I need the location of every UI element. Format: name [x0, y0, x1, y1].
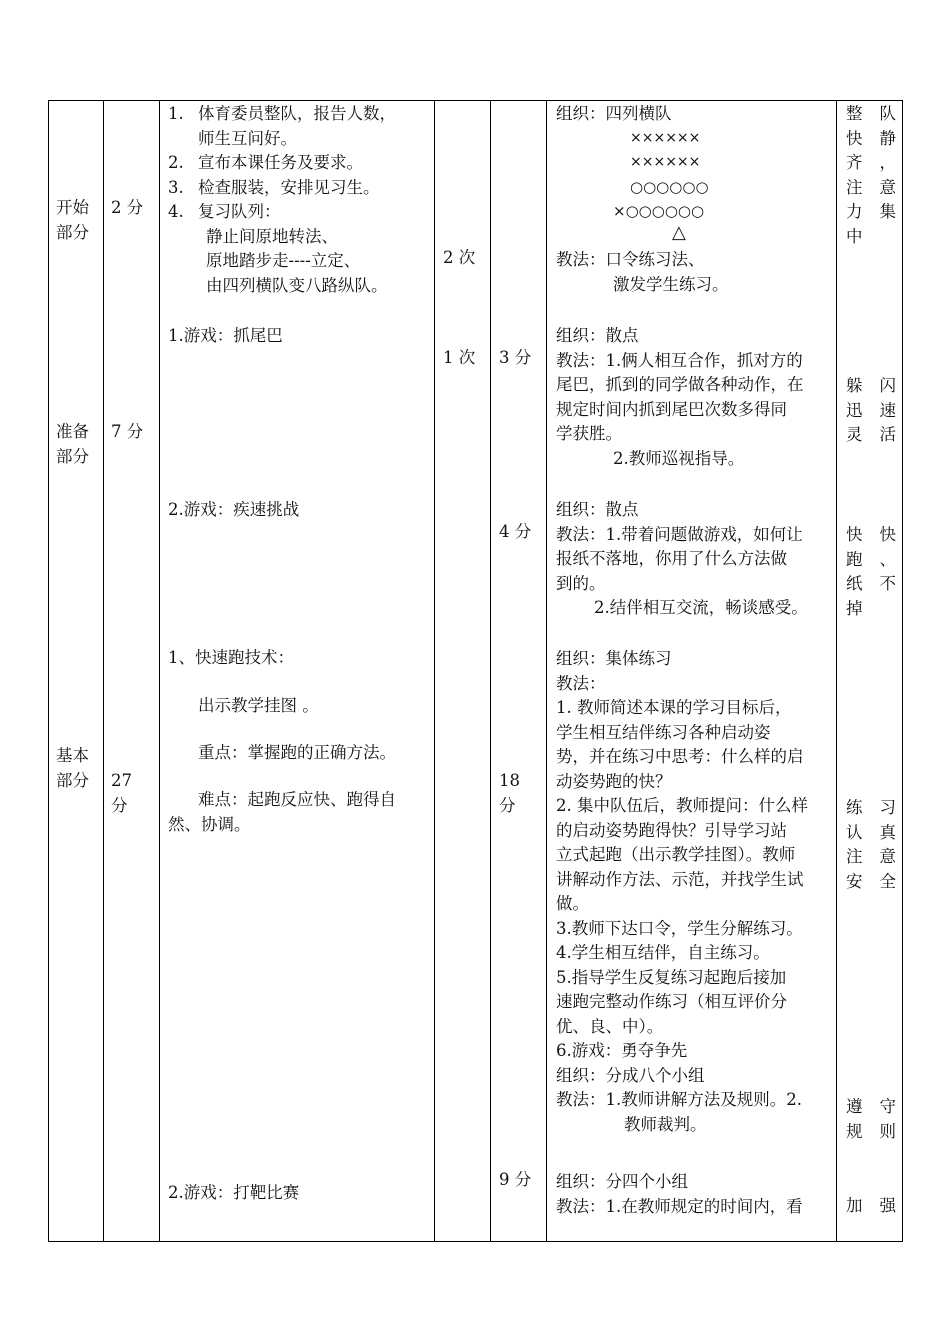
note-speed-game: 快 快 跑 、 纸 不 掉	[846, 525, 896, 618]
section-name-start: 开始 部分	[56, 198, 89, 242]
content-prep-game-1: 1.游戏：抓尾巴	[168, 326, 283, 345]
list-item: 4. 复习队列：	[168, 202, 281, 221]
section-time-basic: 27 分	[111, 771, 132, 815]
duration-speed-game: 4 分	[499, 522, 532, 541]
org-start-label: 组织：四列横队	[556, 104, 672, 123]
duration-run: 18 分	[499, 771, 520, 815]
note-target-game: 加 强	[846, 1196, 896, 1215]
section-name-basic: 基本 部分	[56, 746, 89, 790]
note-start: 整 队 快 静 齐 ， 注 意 力 集 中	[846, 104, 896, 246]
list-item: 3. 检查服装，安排见习生。	[168, 177, 380, 197]
teacher-position-icon: △	[672, 222, 686, 243]
note-rules: 遵 守 规 则	[846, 1097, 896, 1141]
section-time-start: 2 分	[111, 198, 144, 217]
lesson-plan-table	[48, 100, 903, 1242]
section-time-prep: 7 分	[111, 422, 144, 441]
content-prep-game-2: 2.游戏：疾速挑战	[168, 500, 300, 519]
content-basic-key: 重点：掌握跑的正确方法。	[198, 743, 396, 762]
duration-tail-game: 3 分	[499, 348, 532, 367]
content-basic-item-2: 2.游戏：打靶比赛	[168, 1183, 300, 1202]
list-item: 2. 宣布本课任务及要求。	[168, 153, 363, 172]
org-target-game: 组织：分四个小组 教法：1.在教师规定的时间内，看	[556, 1172, 803, 1216]
org-run-practice: 组织：集体练习 教法： 1. 教师简述本课的学习目标后， 学生相互结伴练习各种启动姿 势，并在练习中思考：什么样的启 动姿势跑的快？ 2. 集中队伍后，教师提问：什么样 的启动姿势跑得快？引导学习站 立式起跑（出示教学挂图）。教师 讲解动作方法、示范，并找学生试 做。 3.教师下达口令，学生分解练习。 4.学生相互结伴，自主练习。 5.指导学生反复练习起跑后接加 速跑完整动作练习（相互评价分 优、良、中）。 6.游戏：勇夺争先 组织：分成八个小组 教法：1.教师讲解方法及规则。2. 教师裁判。	[556, 649, 808, 1134]
note-tail-game: 躲 闪 迅 速 灵 活	[846, 376, 896, 444]
duration-target-game: 9 分	[499, 1170, 532, 1189]
content-start-list: 1. 体育委员整队，报告人数， 师生互问好。 2. 宣布本课任务及要求。 3. 检查服装，安排见习生。 4. 复习队列： 静止间原地转法、 原地踏步走----立定、 由四列横队变八路纵队。	[168, 104, 396, 295]
formation-row: ○○○○○○	[630, 178, 709, 196]
formation-row: ××××××	[630, 154, 701, 170]
content-basic-item-1: 1、快速跑技术：	[168, 648, 294, 667]
section-name-prep: 准备 部分	[56, 422, 89, 466]
list-item: 1. 体育委员整队，报告人数，	[168, 104, 396, 123]
org-speed-game: 组织：散点 教法：1.带着问题做游戏，如何让 报纸不落地，你用了什么方法做 到的。 2.结伴相互交流，畅谈感受。	[556, 500, 808, 617]
count-prep: 1 次	[443, 348, 476, 367]
content-basic-show: 出示教学挂图 。	[198, 696, 319, 715]
org-tail-game: 组织：散点 教法：1.俩人相互合作，抓对方的 尾巴，抓到的同学做各种动作，在 规定时间内抓到尾巴次数多得同 学获胜。 2.教师巡视指导。	[556, 326, 804, 468]
note-run-practice: 练 习 认 真 注 意 安 全	[846, 798, 896, 891]
formation-row: ×○○○○○○	[613, 202, 705, 220]
org-start-method: 教法：口令练习法、 激发学生练习。	[556, 250, 729, 294]
formation-row: ××××××	[630, 130, 701, 146]
count-start: 2 次	[443, 248, 476, 267]
content-basic-difficulty: 难点：起跑反应快、跑得自 然、协调。	[168, 790, 396, 834]
